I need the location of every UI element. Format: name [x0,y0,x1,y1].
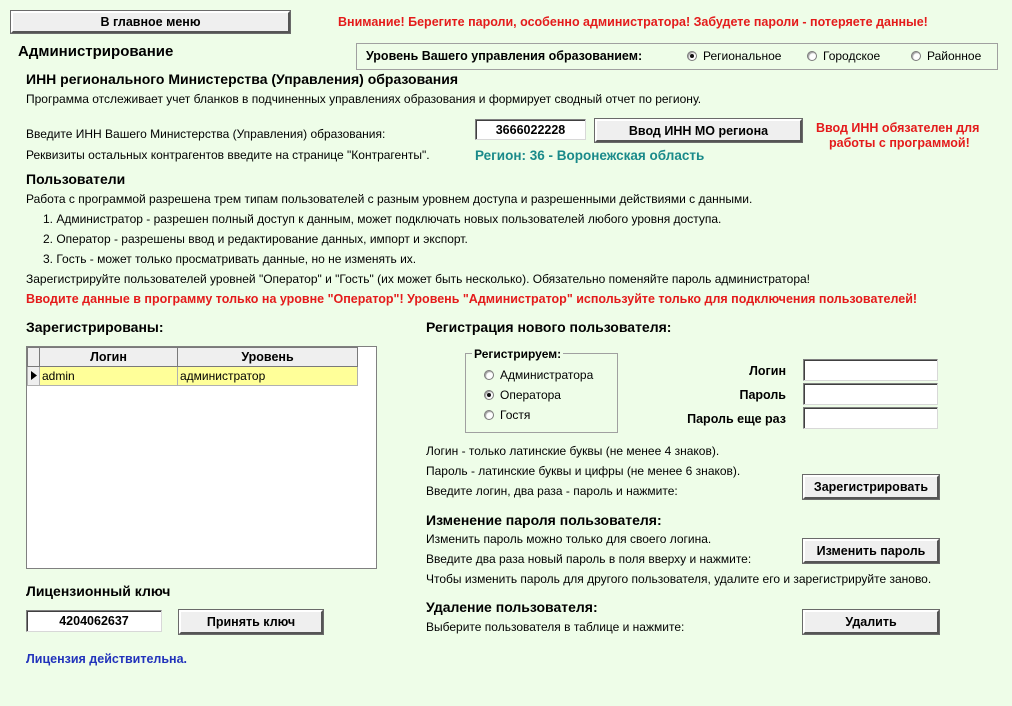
accept-key-button[interactable]: Принять ключ [179,610,323,634]
level-option-regional[interactable] [687,49,781,63]
inn-description: Программа отслеживает учет бланков в подчиненных управлениях образования и формирует сводный отчет по региону. [26,92,702,106]
password-again-field-label: Пароль еще раз [687,412,786,426]
register-button[interactable]: Зарегистрировать [803,475,939,499]
column-header-login[interactable]: Логин [40,348,178,367]
radio-icon [484,370,494,380]
role-option-operator[interactable] [484,388,561,402]
radio-icon [687,51,697,61]
level-option-label: Региональное [703,49,782,63]
delete-user-line1: Выберите пользователя в таблице и нажмите: [426,620,685,634]
region-label: Регион: 36 - Воронежская область [475,148,705,163]
inn-input[interactable]: 3666022228 [475,119,586,140]
change-password-line1: Изменить пароль можно только для своего логина. [426,532,712,546]
new-user-title: Регистрация нового пользователя: [426,319,672,335]
role-option-guest[interactable] [484,408,530,422]
hint-password: Пароль - латинские буквы и цифры (не менее 6 знаков). [426,464,741,478]
role-option-admin[interactable] [484,368,593,382]
level-option-label: Городское [823,49,881,63]
role-option-label: Администратора [500,368,594,382]
role-option-label: Оператора [500,388,561,402]
cell-level[interactable]: администратор [178,367,358,386]
radio-icon [484,390,494,400]
level-option-district[interactable] [911,49,981,63]
password-again-field[interactable] [803,407,938,429]
radio-icon [911,51,921,61]
inn-enter-label: Введите ИНН Вашего Министерства (Управления) образования: [26,127,386,141]
user-type-operator: 2. Оператор - разрешены ввод и редактирование данных, импорт и экспорт. [43,232,468,246]
radio-icon [484,410,494,420]
inn-required-note-1: Ввод ИНН обязателен для [816,121,980,135]
password-warning: Внимание! Берегите пароли, особенно администратора! Забудете пароли - потеряете данные! [338,15,928,29]
level-option-city[interactable] [807,49,880,63]
password-field[interactable] [803,383,938,405]
hint-action: Введите логин, два раза - пароль и нажмите: [426,484,678,498]
radio-icon [807,51,817,61]
change-password-button[interactable]: Изменить пароль [803,539,939,563]
role-option-label: Гостя [500,408,531,422]
license-status: Лицензия действительна. [26,652,187,666]
login-field-label: Логин [749,364,786,378]
users-warning: Вводите данные в программу только на уровне "Оператор"! Уровень "Администратор" используйте только для подключения пользователей! [26,292,918,306]
row-selector-arrow-icon[interactable] [28,367,40,386]
change-password-line2: Введите два раза новый пароль в поля вверху и нажмите: [426,552,752,566]
user-type-guest: 3. Гость - может только просматривать данные, но не изменять их. [43,252,417,266]
inn-required-note-2: работы с программой! [829,136,970,150]
user-type-admin: 1. Администратор - разрешен полный доступ к данным, может подключать новых пользователей любого уровня доступа. [43,212,722,226]
delete-user-title: Удаление пользователя: [426,599,598,615]
level-label: Уровень Вашего управления образованием: [366,49,643,63]
role-group-label: Регистрируем: [474,347,562,361]
license-key-input[interactable]: 4204062637 [26,610,162,632]
column-header-level[interactable]: Уровень [178,348,358,367]
change-password-line3: Чтобы изменить пароль для другого пользователя, удалите его и зарегистрируйте заново. [426,572,932,586]
table-row[interactable] [28,367,358,386]
page-title: Администрирование [18,43,174,60]
level-option-label: Районное [927,49,982,63]
inn-section-title: ИНН регионального Министерства (Управления) образования [26,71,459,87]
register-hint: Зарегистрируйте пользователей уровней "Оператор" и "Гость" (их может быть несколько). Обязательно поменяйте пароль администратора! [26,272,811,286]
login-field[interactable] [803,359,938,381]
delete-user-button[interactable]: Удалить [803,610,939,634]
requisites-note: Реквизиты остальных контрагентов введите на странице "Контрагенты". [26,148,430,162]
hint-login: Логин - только латинские буквы (не менее 4 знаков). [426,444,720,458]
registered-users-table [26,346,377,569]
cell-login[interactable]: admin [40,367,178,386]
password-field-label: Пароль [739,388,786,402]
main-menu-button[interactable]: В главное меню [11,11,290,33]
change-password-title: Изменение пароля пользователя: [426,512,662,528]
registered-title: Зарегистрированы: [26,319,164,335]
users-intro: Работа с программой разрешена трем типам пользователей с разным уровнем доступа и разрешенными действиями с данными. [26,192,753,206]
inn-submit-button[interactable]: Ввод ИНН МО региона [595,119,802,142]
table-corner [28,348,40,367]
license-title: Лицензионный ключ [26,583,171,599]
users-section-title: Пользователи [26,171,126,187]
